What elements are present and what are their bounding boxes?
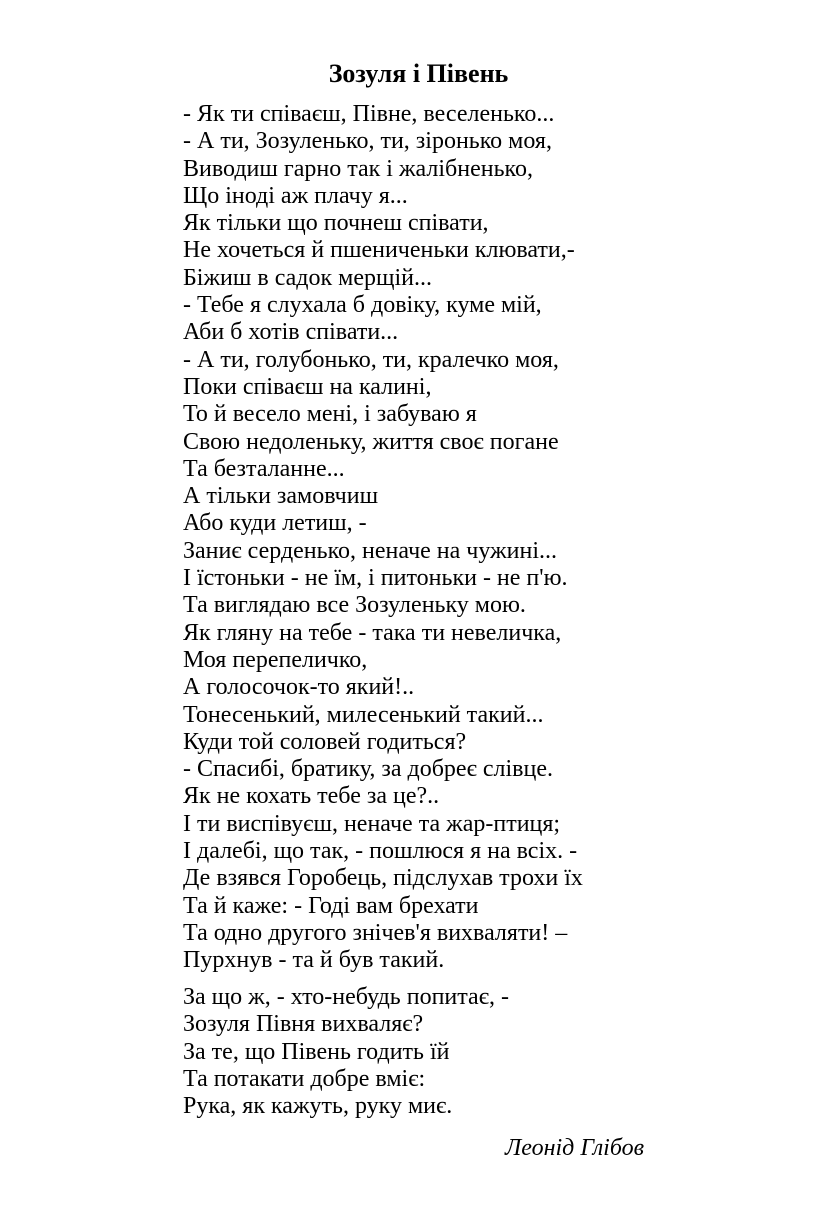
- poem-line: Як тільки що почнеш співати,: [183, 210, 489, 237]
- stanza-2: [183, 984, 509, 1120]
- poem-author: Леонід Глібов: [505, 1135, 644, 1161]
- poem-line: - А ти, голубонько, ти, кралечко моя,: [183, 346, 559, 373]
- poem-line: За те, що Півень годить їй: [183, 1038, 450, 1065]
- poem-line: Де взявся Горобець, підслухав трохи їх: [183, 865, 583, 892]
- poem-line: - Як ти співаєш, Півне, веселенько...: [183, 101, 555, 127]
- poem-line: І їстоньки - не їм, і питоньки - не п'ю.: [183, 565, 568, 592]
- poem-line: Та й каже: - Годі вам брехати: [183, 892, 479, 919]
- poem-line: Виводиш гарно так і жалібненько,: [183, 155, 533, 182]
- poem-line: Як гляну на тебе - така ти невеличка,: [183, 619, 562, 646]
- poem-line: Та виглядаю все Зозуленьку мою.: [183, 592, 526, 619]
- poem-line: - А ти, Зозуленько, ти, зіронько моя,: [183, 128, 552, 155]
- poem-line: І далебі, що так, - пошлюся я на всіх. -: [183, 838, 578, 865]
- poem-line: Та безталанне...: [183, 455, 345, 482]
- poem-line: Рука, як кажуть, руку миє.: [183, 1093, 453, 1120]
- poem-line: Що іноді аж плачу я...: [183, 182, 408, 209]
- poem-line: Як не кохать тебе за це?..: [183, 783, 440, 810]
- poem-line: А голосочок-то який!..: [183, 674, 415, 701]
- poem-line: Тонесенький, милесенький такий...: [183, 701, 544, 728]
- poem-line: Куди той соловей годиться?: [183, 728, 467, 755]
- poem-title: Зозуля і Півень: [328, 59, 509, 88]
- poem-line: Зозуля Півня вихваляє?: [183, 1011, 424, 1038]
- poem-line: Пурхнув - та й був такий.: [183, 947, 445, 974]
- poem-line: Заниє серденько, неначе на чужині...: [183, 537, 557, 564]
- poem-line: Поки співаєш на калині,: [183, 373, 432, 400]
- poem-line: Свою недоленьку, життя своє погане: [183, 428, 559, 455]
- poem-line: Або куди летиш, -: [183, 510, 367, 537]
- poem-line: Та потакати добре вміє:: [183, 1065, 426, 1092]
- poem-line: Аби б хотів співати...: [183, 319, 399, 346]
- poem-line: То й весело мені, і забуваю я: [183, 401, 477, 428]
- poem-line: А тільки замовчиш: [183, 483, 379, 510]
- poem-line: Та одно другого знічев'я вихваляти! –: [183, 919, 568, 946]
- poem-line: - Тебе я слухала б довіку, куме мій,: [183, 292, 542, 319]
- poem-line: Моя перепеличко,: [183, 646, 368, 673]
- poem-line: - Спасибі, братику, за добреє слівце.: [183, 756, 553, 783]
- poem-line: Біжиш в садок мерщій...: [183, 264, 432, 291]
- poem-line: За що ж, - хто-небудь попитає, -: [183, 984, 509, 1010]
- poem-line: І ти виспівуєш, неначе та жар-птиця;: [183, 810, 561, 837]
- stanza-1: [183, 101, 583, 975]
- poem-line: Не хочеться й пшениченьки клювати,-: [183, 237, 575, 264]
